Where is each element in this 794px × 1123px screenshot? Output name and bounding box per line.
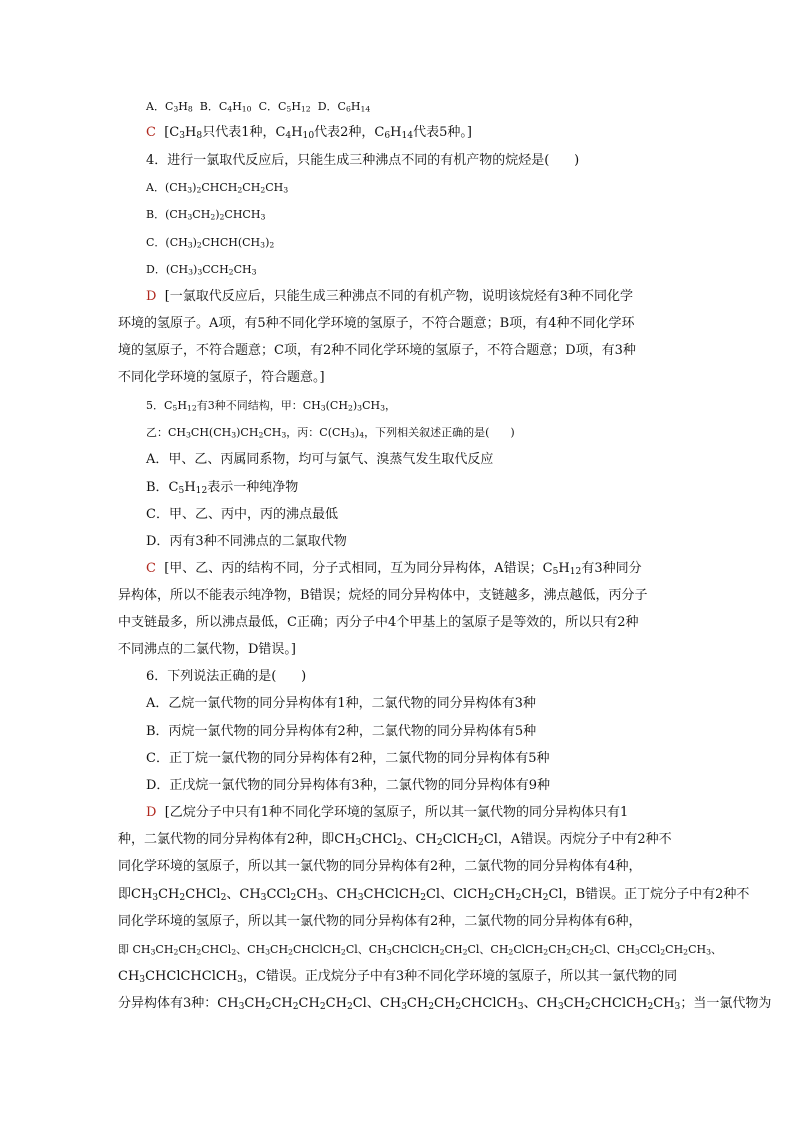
text-line: 4．进行一氯取代反应后，只能生成三种沸点不同的有机产物的烷烃是( ) [146,153,580,168]
text-line: 同化学环境的氢原子，所以其一氯代物的同分异构体有2种，二氯代物的同分异构体有6种， [118,914,642,929]
text-line: 异构体，所以不能表示纯净物，B错误；烷烃的同分异构体中，支链越多，沸点越低，丙分子 [118,588,648,603]
answer-letter: C [146,125,156,140]
text-line: C [甲、乙、丙的结构不同，分子式相同，互为同分异构体，A错误；$C_5H_{12}$有3种同分 [146,561,642,577]
text-line: D．正戊烷一氯代物的同分异构体有3种，二氯代物的同分异构体有9种 [146,778,550,793]
text-line: 5．$C_5H_{12}$有3种不同结构，甲：$CH_3(CH_2)_3CH_3$， [146,399,396,413]
text-line: B．$C_5H_{12}$表示一种纯净物 [146,480,299,496]
text-line: 即$CH_3CH_2CHCl_2$、$CH_3CCl_2CH_3$、$CH_3CHClCH_2Cl$、$ClCH_2CH_2CH_2Cl$，B错误。正丁烷分子中有2种不 [118,887,750,903]
text-line: 不同化学环境的氢原子，符合题意。] [118,370,325,385]
text-line: D．$(CH_3)_3CCH_2CH_3$ [146,263,257,277]
text-line: 分异构体有3种：$CH_3CH_2CH_2CH_2CH_2Cl$、$CH_3CH_2CH_2CHClCH_3$、$CH_3CH_2CHClCH_2CH_3$；当一氯代物为 [118,996,772,1012]
text-line: $CH_3CHClCHClCH_3$，C错误。正戊烷分子中有3种不同化学环境的氢原子，所以其一氯代物的同 [118,969,678,985]
text-line: 中支链最多，所以沸点最低，C正确；丙分子中4个甲基上的氢原子是等效的，所以只有2种 [118,615,639,630]
text-line: C．$(CH_3)_2CHCH(CH_3)_2$ [146,236,275,250]
text-line: 种，二氯代物的同分异构体有2种，即$CH_3CHCl_2$、$CH_2ClCH_2Cl$，A错误。丙烷分子中有2种不 [118,832,672,848]
text-line: C．甲、乙、丙中，丙的沸点最低 [146,507,338,522]
text-line: C [$C_3H_8$只代表1种，$C_4H_{10}$代表2种，$C_6H_{14}$代表5种。] [146,125,472,141]
text-line: B．丙烷一氯代物的同分异构体有2种，二氯代物的同分异构体有5种 [146,724,537,739]
text-line: 即 $CH_3CH_2CH_2CHCl_2$、$CH_3CH_2CHClCH_2Cl$、$CH_3CHClCH_2CH_2Cl$、$CH_2ClCH_2CH_2CH_2Cl$、$CH_3CCl_2CH_2CH_3$、 [118,943,722,957]
text-line: D [一氯取代反应后，只能生成三种沸点不同的有机产物，说明该烷烃有3种不同化学 [146,289,634,304]
text-line: D．丙有3种不同沸点的二氯取代物 [146,534,347,549]
text-line: A．$(CH_3)_2CHCH_2CH_2CH_3$ [146,181,289,195]
text-line: 不同沸点的二氯代物，D错误。] [118,642,296,657]
answer-letter: C [146,561,156,576]
text-line: D [乙烷分子中只有1种不同化学环境的氢原子，所以其一氯代物的同分异构体只有1 [146,805,629,820]
text-line: 乙：$CH_3CH(CH_3)CH_2CH_3$，丙：$C(CH_3)_4$，下列相关叙述正确的是( ) [146,426,515,440]
answer-letter: D [146,289,157,304]
text-line: 同化学环境的氢原子，所以其一氯代物的同分异构体有2种，二氯代物的同分异构体有4种， [118,859,642,874]
answer-letter: D [146,805,157,820]
text-line: 6．下列说法正确的是( ) [146,669,307,684]
text-line: 环境的氢原子。A项，有5种不同化学环境的氢原子，不符合题意；B项，有4种不同化学环 [118,316,635,331]
text-line: B．$(CH_3CH_2)_2CHCH_3$ [146,208,266,222]
text-line: A．甲、乙、丙属同系物，均可与氯气、溴蒸气发生取代反应 [146,452,494,467]
text-line: 境的氢原子，不符合题意；C项，有2种不同化学环境的氢原子，不符合题意；D项，有3种 [118,343,636,358]
text-line: A．乙烷一氯代物的同分异构体有1种，二氯代物的同分异构体有3种 [146,696,536,711]
text-line: A．$C_3H_8$ B．$C_4H_{10}$ C．$C_5H_{12}$ D．$C_6H_{14}$ [146,100,371,114]
text-line: C．正丁烷一氯代物的同分异构体有2种，二氯代物的同分异构体有5种 [146,751,550,766]
